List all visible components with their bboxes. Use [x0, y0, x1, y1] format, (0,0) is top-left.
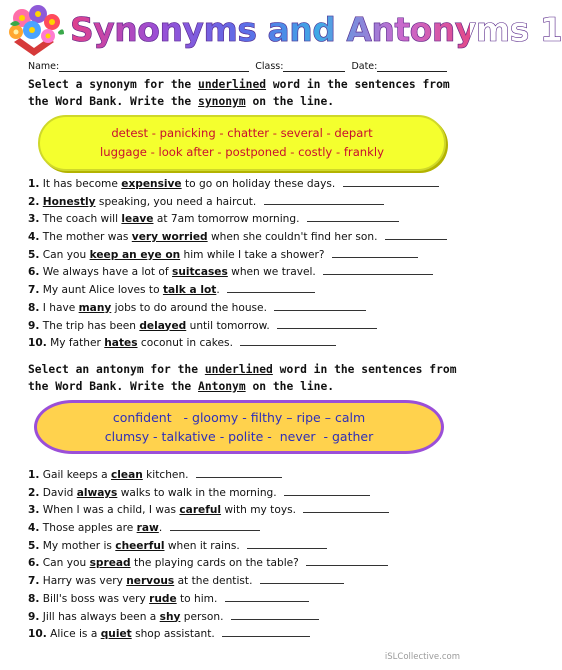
- underlined-word: shy: [159, 610, 181, 623]
- question-text: When I was a child, I was: [39, 504, 180, 517]
- underlined-word: expensive: [121, 178, 182, 190]
- instruction-underlined: underlined: [198, 78, 267, 91]
- answer-line[interactable]: [343, 177, 439, 187]
- question-text: The coach will: [39, 213, 122, 226]
- underlined-word: raw: [136, 522, 159, 535]
- answer-line[interactable]: [303, 503, 389, 513]
- question-text: I have: [39, 301, 79, 314]
- question-row: [28, 247, 468, 265]
- question-row: [28, 229, 468, 247]
- question-text: Can you: [39, 557, 90, 570]
- question-text: Can you: [39, 248, 90, 261]
- question-text: at 7am tomorrow morning.: [153, 213, 303, 226]
- question-row: [28, 264, 468, 282]
- answer-line[interactable]: [222, 627, 310, 637]
- answer-line[interactable]: [247, 539, 327, 549]
- answer-line[interactable]: [274, 301, 366, 311]
- question-text: until tomorrow.: [186, 319, 274, 332]
- question-number: 2.: [28, 486, 40, 499]
- question-number: 10.: [28, 337, 47, 350]
- answer-line[interactable]: [277, 319, 377, 329]
- question-text: Harry was very: [39, 575, 127, 588]
- question-number: 6.: [28, 557, 40, 570]
- question-row: [28, 211, 468, 229]
- underlined-word: talk a lot: [162, 284, 217, 297]
- question-text: him while I take a shower?: [180, 248, 328, 261]
- word-bank-line: clumsy - talkative - polite - never - gather: [104, 429, 374, 444]
- question-text: walks to walk in the morning.: [117, 486, 281, 499]
- question-row: [28, 335, 468, 353]
- instruction-text: Select an antonym for the: [28, 363, 205, 376]
- underlined-word: clean: [111, 469, 143, 481]
- question-text: .: [216, 284, 224, 297]
- question-row: [28, 194, 468, 212]
- student-info-line: [28, 61, 454, 72]
- antonym-question-list: [28, 467, 468, 644]
- question-text: The mother was: [39, 231, 132, 244]
- instruction-text: on the line.: [245, 95, 335, 108]
- underlined-word: Honestly: [42, 195, 96, 208]
- question-number: 2.: [28, 195, 40, 208]
- underlined-word: many: [78, 301, 112, 314]
- worksheet-title: Synonyms and Antonyms 1: [70, 10, 470, 56]
- question-row: [28, 573, 468, 591]
- answer-line[interactable]: [385, 230, 447, 240]
- date-field[interactable]: [377, 63, 447, 72]
- underlined-word: very worried: [131, 231, 208, 244]
- underlined-word: suitcases: [172, 266, 228, 279]
- instruction-text: Select a synonym for the: [28, 78, 199, 91]
- question-number: 7.: [28, 575, 40, 588]
- question-text: when we travel.: [227, 266, 320, 279]
- answer-line[interactable]: [196, 468, 282, 478]
- date-label: Date:: [351, 61, 378, 72]
- name-field[interactable]: [59, 63, 249, 72]
- word-bank-line: confident - gloomy - filthy – ripe – calm: [112, 410, 366, 425]
- question-row: [28, 555, 468, 573]
- underlined-word: keep an eye on: [89, 248, 181, 261]
- answer-line[interactable]: [260, 574, 344, 584]
- question-number: 5.: [28, 248, 40, 261]
- question-row: [28, 176, 468, 194]
- question-text: My mother is: [39, 539, 116, 552]
- question-text: when she couldn't find her son.: [207, 231, 381, 244]
- synonym-instruction: [28, 76, 458, 110]
- underlined-word: delayed: [139, 319, 187, 332]
- underlined-word: hates: [104, 337, 138, 350]
- question-row: [28, 609, 468, 627]
- question-text: with my toys.: [221, 504, 300, 517]
- question-text: shop assistant.: [131, 628, 219, 641]
- underlined-word: rude: [149, 592, 177, 605]
- question-number: 9.: [28, 319, 40, 332]
- underlined-word: quiet: [100, 628, 132, 641]
- question-row: [28, 467, 468, 485]
- underlined-word: always: [76, 486, 118, 499]
- answer-line[interactable]: [323, 265, 433, 275]
- instruction-text: word in the sentences from the Word Bank. Write the: [28, 78, 450, 108]
- word-bank-line: luggage - look after - postponed - costly - frankly: [100, 145, 384, 159]
- word-bank-line: detest - panicking - chatter - several - depart: [111, 126, 373, 140]
- antonym-word-bank: [34, 400, 444, 454]
- question-text: David: [39, 486, 77, 499]
- question-text: kitchen.: [142, 469, 192, 481]
- answer-line[interactable]: [170, 521, 260, 531]
- instruction-text: word in the sentences from the Word Bank. Write the: [28, 363, 457, 393]
- instruction-text: on the line.: [245, 380, 335, 393]
- question-number: 10.: [28, 628, 47, 641]
- question-row: [28, 318, 468, 336]
- question-text: to go on holiday these days.: [181, 178, 339, 190]
- question-text: speaking, you need a haircut.: [95, 195, 260, 208]
- class-field[interactable]: [283, 63, 345, 72]
- instruction-underlined: Antonym: [198, 380, 246, 393]
- synonym-question-list: [28, 176, 468, 353]
- question-text: .: [158, 522, 166, 535]
- question-number: 1.: [28, 469, 40, 481]
- class-label: Class:: [255, 61, 284, 72]
- question-number: 3.: [28, 504, 40, 517]
- question-row: [28, 282, 468, 300]
- question-text: the playing cards on the table?: [130, 557, 303, 570]
- question-text: We always have a lot of: [39, 266, 173, 279]
- question-number: 7.: [28, 284, 40, 297]
- answer-line[interactable]: [240, 336, 336, 346]
- underlined-word: nervous: [126, 575, 175, 588]
- question-text: Alice is a: [46, 628, 101, 641]
- question-row: [28, 626, 468, 644]
- instruction-underlined: underlined: [204, 363, 273, 376]
- question-number: 4.: [28, 522, 40, 535]
- question-text: The trip has been: [39, 319, 140, 332]
- question-text: My aunt Alice loves to: [39, 284, 163, 297]
- underlined-word: leave: [121, 213, 154, 226]
- answer-line[interactable]: [306, 556, 388, 566]
- question-text: My father: [46, 337, 105, 350]
- question-text: to him.: [176, 592, 221, 605]
- flower-bouquet-image: [4, 2, 66, 58]
- question-text: Jill has always been a: [39, 610, 160, 623]
- question-text: jobs to do around the house.: [111, 301, 271, 314]
- question-number: 6.: [28, 266, 40, 279]
- question-text: when it rains.: [164, 539, 244, 552]
- question-row: [28, 300, 468, 318]
- question-row: [28, 538, 468, 556]
- question-text: Bill's boss was very: [39, 592, 150, 605]
- question-text: Gail keeps a: [39, 469, 111, 481]
- answer-line[interactable]: [225, 592, 309, 602]
- question-row: [28, 591, 468, 609]
- question-number: 8.: [28, 301, 40, 314]
- name-label: Name:: [28, 61, 60, 72]
- question-number: 9.: [28, 610, 40, 623]
- question-number: 8.: [28, 592, 40, 605]
- synonym-word-bank: [38, 115, 446, 171]
- answer-line[interactable]: [264, 195, 384, 205]
- question-text: It has become: [39, 178, 122, 190]
- question-row: [28, 485, 468, 503]
- antonym-instruction: [28, 361, 458, 395]
- question-number: 1.: [28, 178, 40, 190]
- question-text: at the dentist.: [174, 575, 256, 588]
- answer-line[interactable]: [231, 610, 319, 620]
- question-row: [28, 520, 468, 538]
- underlined-word: spread: [89, 557, 131, 570]
- answer-line[interactable]: [284, 486, 370, 496]
- question-number: 3.: [28, 213, 40, 226]
- underlined-word: cheerful: [115, 539, 165, 552]
- question-row: [28, 502, 468, 520]
- question-text: coconut in cakes.: [137, 337, 237, 350]
- answer-line[interactable]: [227, 283, 315, 293]
- answer-line[interactable]: [332, 248, 418, 258]
- question-number: 5.: [28, 539, 40, 552]
- answer-line[interactable]: [307, 212, 399, 222]
- question-text: Those apples are: [39, 522, 137, 535]
- underlined-word: careful: [179, 504, 222, 517]
- question-number: 4.: [28, 231, 40, 244]
- question-text: person.: [180, 610, 227, 623]
- instruction-underlined: synonym: [198, 95, 246, 108]
- site-watermark: iSLCollective.com: [384, 652, 460, 662]
